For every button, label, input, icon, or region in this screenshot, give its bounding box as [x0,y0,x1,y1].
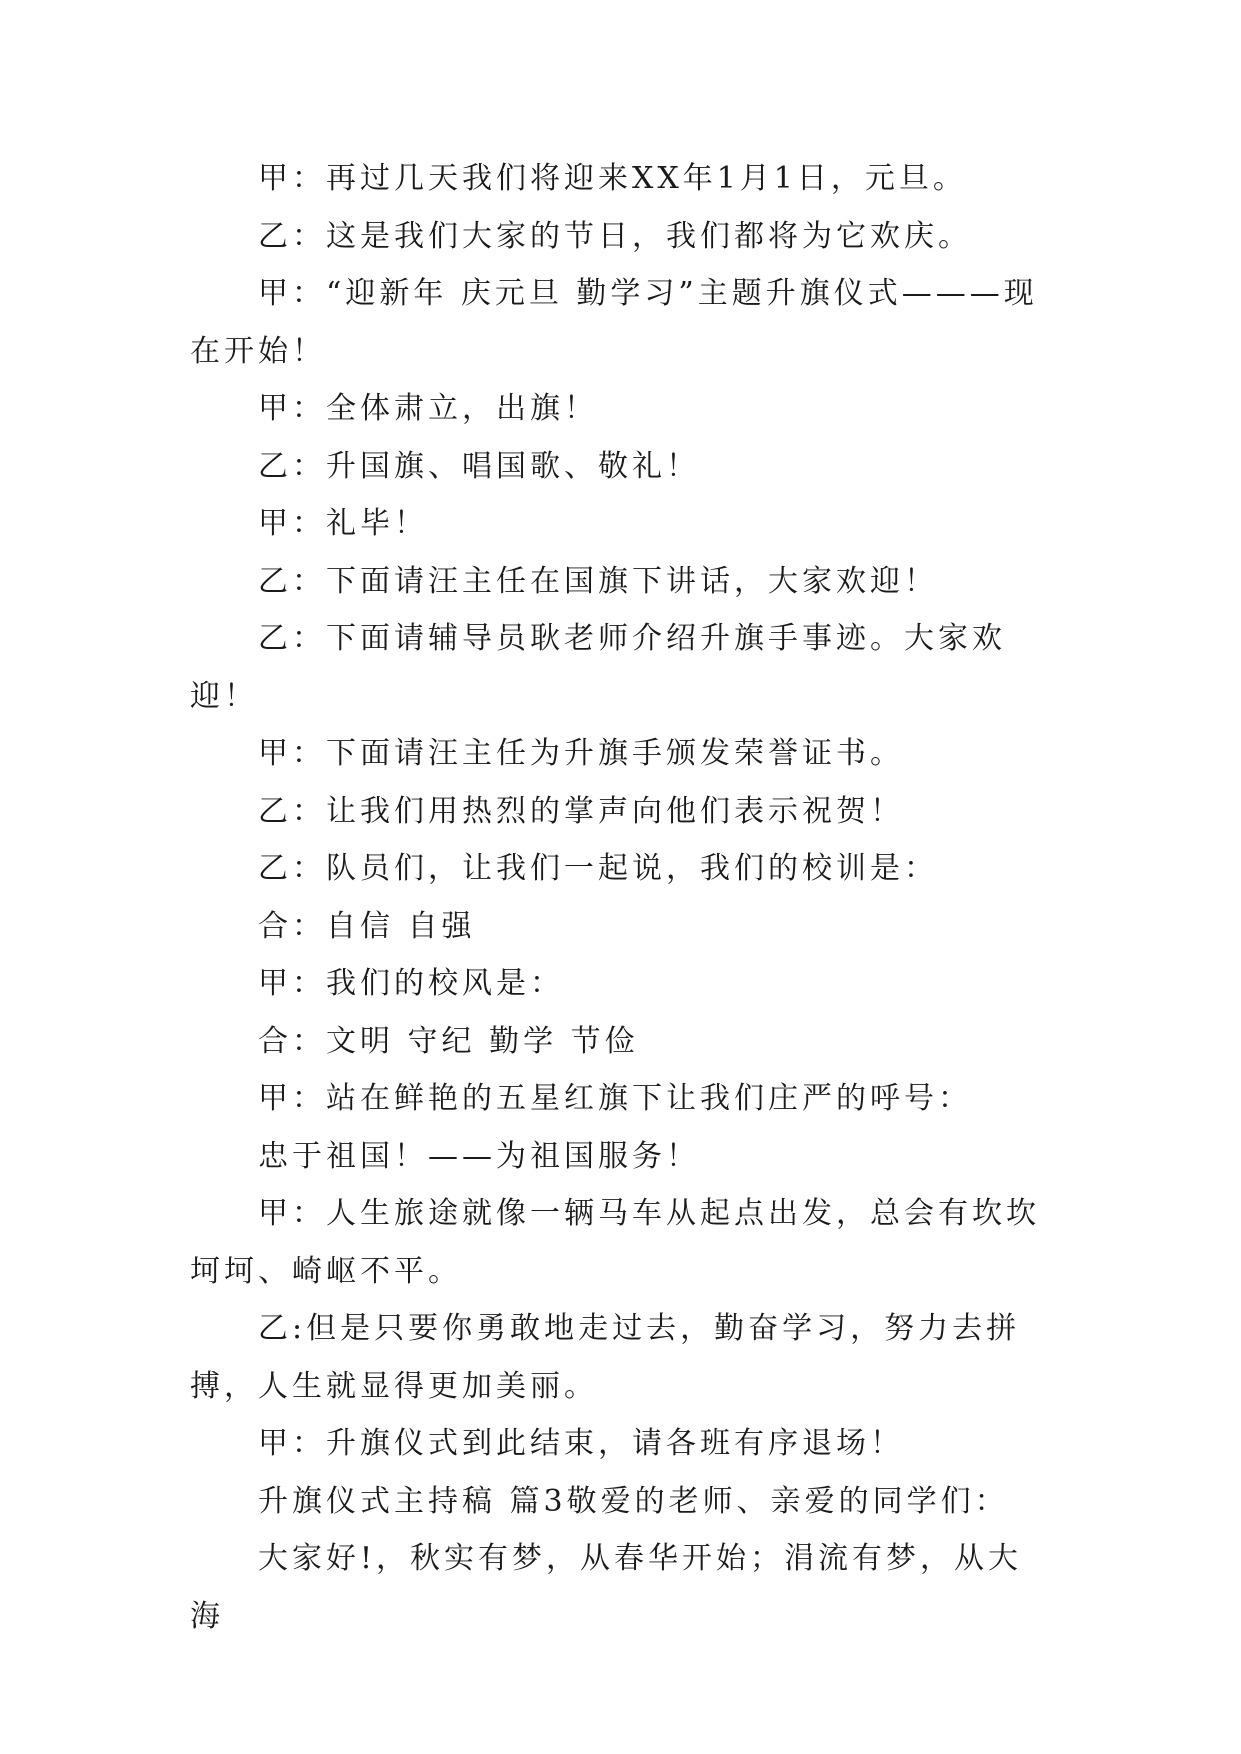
paragraph-21: 大家好!，秋实有梦，从春华开始；涓流有梦，从大海 [190,1541,1023,1634]
paragraph-13: 甲：我们的校风是： [258,966,564,1001]
paragraph-18: 乙:但是只要你勇敢地走过去，勤奋学习，努力去拼搏，人生就显得更加美丽。 [190,1311,1021,1404]
paragraph-9: 甲：下面请汪主任为升旗手颁发荣誉证书。 [258,736,904,771]
paragraph-3: 甲：“迎新年 庆元旦 勤学习”主题升旗仪式———现在开始！ [190,276,1038,369]
paragraph-16: 忠于祖国！——为祖国服务！ [258,1138,700,1174]
paragraph-1: 甲：再过几天我们将迎来XX年1月1日，元旦。 [258,161,967,196]
paragraph-2: 乙：这是我们大家的节日，我们都将为它欢庆。 [258,218,972,254]
paragraph-19: 甲：升旗仪式到此结束，请各班有序退场！ [258,1426,904,1461]
paragraph-17: 甲：人生旅途就像一辆马车从起点出发，总会有坎坎坷坷、崎岖不平。 [190,1196,1040,1289]
paragraph-6: 甲：礼毕！ [258,506,428,541]
paragraph-10: 乙：让我们用热烈的掌声向他们表示祝贺！ [258,793,904,829]
paragraph-8: 乙：下面请辅导员耿老师介绍升旗手事迹。大家欢迎！ [190,621,1006,714]
paragraph-20: 升旗仪式主持稿 篇3敬爱的老师、亲爱的同学们： [258,1483,1009,1519]
paragraph-12: 合：自信 自强 [258,908,476,944]
document-body [190,150,1045,1645]
paragraph-15: 甲：站在鲜艳的五星红旗下让我们庄严的呼号： [258,1081,972,1116]
paragraph-11: 乙：队员们，让我们一起说，我们的校训是： [258,851,938,886]
paragraph-14: 合：文明 守纪 勤学 节俭 [258,1023,639,1059]
paragraph-7: 乙：下面请汪主任在国旗下讲话，大家欢迎！ [258,563,938,599]
paragraph-4: 甲：全体肃立，出旗！ [258,391,598,426]
paragraph-5: 乙：升国旗、唱国歌、敬礼！ [258,448,700,484]
